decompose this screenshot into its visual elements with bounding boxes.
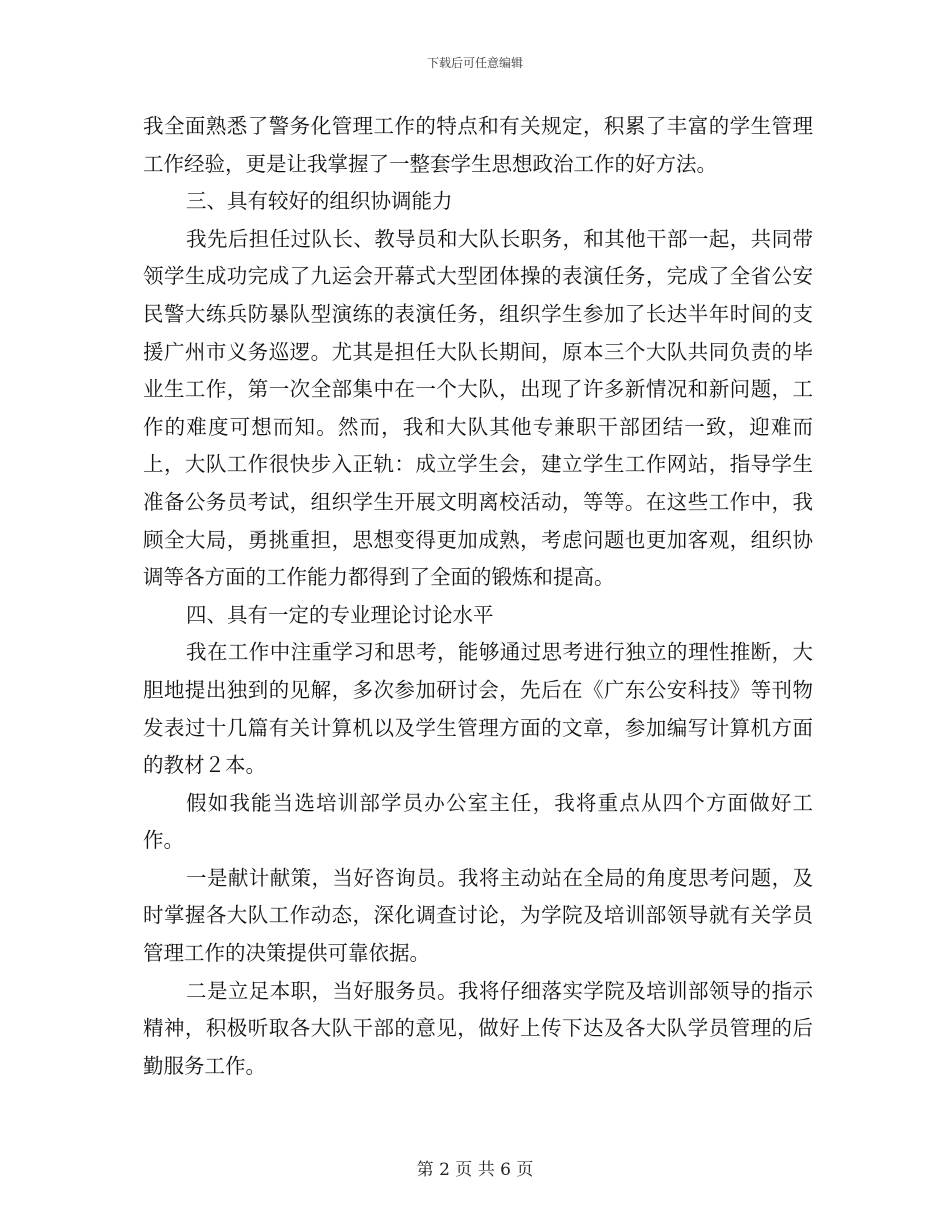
- document-body: [143, 108, 813, 1085]
- paragraph-plan-intro: 假如我能当选培训部学员办公室主任，我将重点从四个方面做好工作。: [143, 790, 813, 853]
- paragraph-organization: 我先后担任过队长、教导员和大队长职务，和其他干部一起，共同带领学生成功完成了九运会开幕式大型团体操的表演任务，完成了全省公安民警大练兵防暴队型演练的表演任务，组织学生参加了长达半年时间的支援广州市义务巡逻。尤其是担任大队长期间，原本三个大队共同负责的毕业生工作，第一次全部集中在一个大队，出现了许多新情况和新问题，工作的难度可想而知。然而，我和大队其他专兼职干部团结一致，迎难而上，大队工作很快步入正轨：成立学生会，建立学生工作网站，指导学生准备公务员考试，组织学生开展文明离校活动，等等。在这些工作中，我顾全大局，勇挑重担，思想变得更加成熟，考虑问题也更加客观，组织协调等各方面的工作能力都得到了全面的锻炼和提高。: [143, 226, 813, 590]
- section-heading-4: 四、具有一定的专业理论讨论水平: [186, 602, 494, 627]
- paragraph-plan-2: 二是立足本职，当好服务员。我将仔细落实学院及培训部领导的指示精神，积极听取各大队干部的意见，做好上传下达及各大队学员管理的后勤服务工作。: [143, 978, 813, 1078]
- paragraph-plan-1: 一是献计献策，当好咨询员。我将主动站在全局的角度思考问题，及时掌握各大队工作动态，深化调查讨论，为学院及培训部领导就有关学员管理工作的决策提供可靠依据。: [143, 865, 813, 966]
- page-header: 下载后可任意编辑: [426, 56, 523, 70]
- page-number: 第 2 页 共 6 页: [416, 1160, 534, 1180]
- section-heading-3: 三、具有较好的组织协调能力: [186, 189, 453, 214]
- paragraph-continuation: 我全面熟悉了警务化管理工作的特点和有关规定，积累了丰富的学生管理工作经验，更是让我掌握了一整套学生思想政治工作的好方法。: [143, 114, 813, 176]
- paragraph-theory: 我在工作中注重学习和思考，能够通过思考进行独立的理性推断，大胆地提出独到的见解，多次参加研讨会，先后在《广东公安科技》等刊物发表过十几篇有关计算机以及学生管理方面的文章，参加编写计算机方面的教材２本。: [143, 640, 813, 778]
